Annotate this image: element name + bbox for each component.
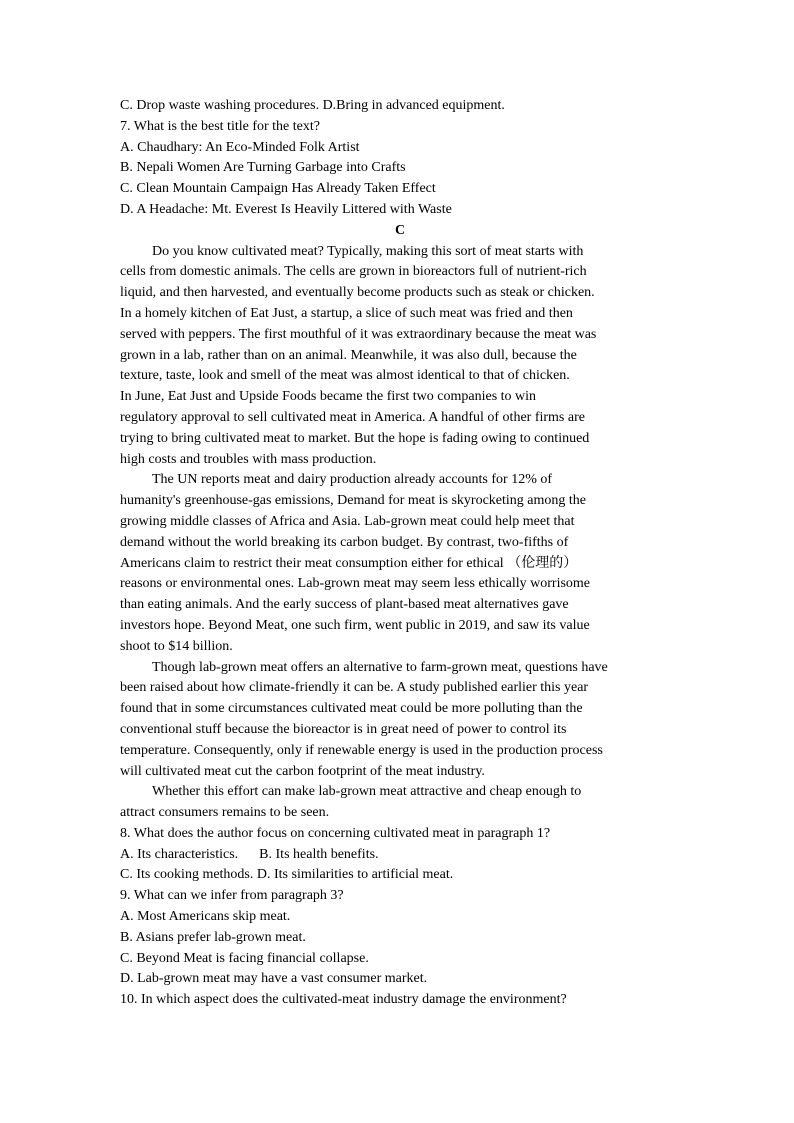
passage-line: In June, Eat Just and Upside Foods became the first two companies to win — [120, 389, 537, 405]
q7-question: 7. What is the best title for the text? — [120, 118, 320, 134]
q9-option-a: A. Most Americans skip meat. — [120, 909, 291, 925]
q9-option-b: B. Asians prefer lab-grown meat. — [120, 929, 306, 945]
passage-line: attract consumers remains to be seen. — [120, 805, 330, 821]
passage-line: Whether this effort can make lab-grown meat attractive and cheap enough to — [152, 784, 582, 800]
section-heading: C — [394, 222, 406, 238]
q8-options-cd: C. Its cooking methods. D. Its similarities to artificial meat. — [120, 867, 454, 883]
passage-line: high costs and troubles with mass production. — [120, 451, 377, 467]
passage-line: regulatory approval to sell cultivated meat in America. A handful of other firms are — [120, 409, 585, 425]
q10-question: 10. In which aspect does the cultivated-meat industry damage the environment? — [120, 992, 567, 1008]
passage-line: The UN reports meat and dairy production already accounts for 12% of — [152, 472, 553, 488]
passage-line: In a homely kitchen of Eat Just, a startup, a slice of such meat was fried and then — [120, 305, 573, 321]
q9-option-d: D. Lab-grown meat may have a vast consumer market. — [120, 971, 428, 987]
q7-option-a: A. Chaudhary: An Eco-Minded Folk Artist — [120, 139, 360, 155]
passage-line: Though lab-grown meat offers an alternative to farm-grown meat, questions have — [152, 659, 608, 675]
q9-question: 9. What can we infer from paragraph 3? — [120, 888, 344, 904]
passage-line: conventional stuff because the bioreactor is in great need of power to control its — [120, 721, 567, 737]
passage-line: demand without the world breaking its carbon budget. By contrast, two-fifths of — [120, 534, 569, 550]
q6-options-tail: C. Drop waste washing procedures. D.Bring in advanced equipment. — [120, 98, 505, 113]
document-page — [120, 96, 680, 1011]
q7-option-c: C. Clean Mountain Campaign Has Already Taken Effect — [120, 181, 436, 197]
q8-options-ab: A. Its characteristics. B. Its health benefits. — [120, 846, 379, 862]
passage-line: texture, taste, look and smell of the meat was almost identical to that of chicken. — [120, 368, 570, 384]
passage-line: trying to bring cultivated meat to market. But the hope is fading owing to continued — [120, 430, 590, 446]
passage-line: shoot to $14 billion. — [120, 638, 233, 654]
passage-line: will cultivated meat cut the carbon footprint of the meat industry. — [120, 763, 485, 779]
q9-option-c: C. Beyond Meat is facing financial collapse. — [120, 950, 369, 966]
q8-question: 8. What does the author focus on concerning cultivated meat in paragraph 1? — [120, 825, 551, 841]
passage-line: liquid, and then harvested, and eventually become products such as steak or chicken. — [120, 285, 595, 301]
q7-option-b: B. Nepali Women Are Turning Garbage into Crafts — [120, 160, 406, 176]
passage-line: been raised about how climate-friendly it can be. A study published earlier this year — [120, 680, 589, 696]
passage-line: Americans claim to restrict their meat consumption either for ethical （伦理的） — [120, 555, 578, 571]
passage-line: humanity's greenhouse-gas emissions, Demand for meat is skyrocketing among the — [120, 493, 586, 509]
passage-line: reasons or environmental ones. Lab-grown meat may seem less ethically worrisome — [120, 576, 591, 592]
passage-line: temperature. Consequently, only if renewable energy is used in the production process — [120, 742, 603, 758]
passage-line: cells from domestic animals. The cells are grown in bioreactors full of nutrient-rich — [120, 264, 587, 280]
passage-line: found that in some circumstances cultivated meat could be more polluting than the — [120, 701, 583, 717]
passage-line: served with peppers. The first mouthful of it was extraordinary because the meat was — [120, 326, 597, 342]
passage-line: grown in a lab, rather than on an animal. Meanwhile, it was also dull, because the — [120, 347, 577, 363]
passage-line: than eating animals. And the early success of plant-based meat alternatives gave — [120, 597, 569, 613]
passage-line: investors hope. Beyond Meat, one such firm, went public in 2019, and saw its value — [120, 617, 590, 633]
passage-line: growing middle classes of Africa and Asia. Lab-grown meat could help meet that — [120, 513, 575, 529]
q7-option-d: D. A Headache: Mt. Everest Is Heavily Littered with Waste — [120, 201, 452, 217]
passage-line: Do you know cultivated meat? Typically, making this sort of meat starts with — [152, 243, 584, 259]
